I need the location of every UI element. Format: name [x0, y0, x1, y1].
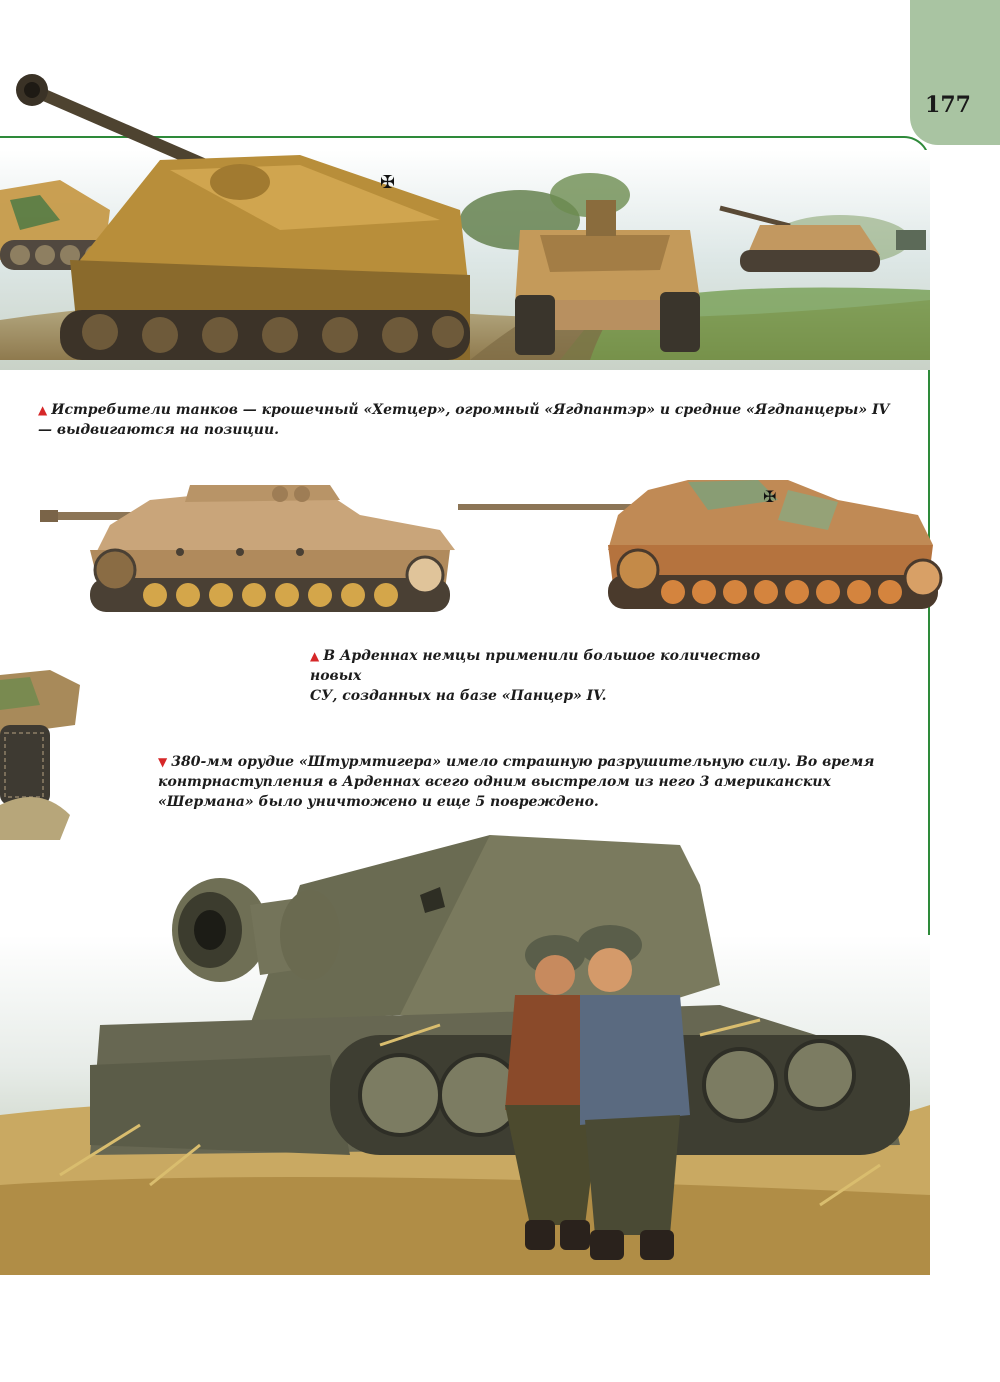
page-number: 177: [925, 92, 971, 118]
svg-text:✠: ✠: [763, 487, 777, 506]
partial-tank-left-illustration: [0, 665, 90, 840]
caption-sturmtiger: [158, 752, 906, 812]
caption-tank-destroyers: [38, 400, 900, 440]
distant-truck: [896, 230, 926, 250]
down-arrow-icon: ▼: [158, 755, 168, 769]
sturmtiger-illustration: [0, 825, 930, 1275]
caption-panzer-iv-line2: СУ, созданных на базе «Панцер» IV.: [310, 688, 607, 704]
caption-panzer-iv-variants: [310, 646, 790, 706]
jagdpanzer-iv-profile-illustration: [458, 470, 958, 615]
caption-tank-destroyers-text: Истребители танков — крошечный «Хетцер», огромный «Ягдпантэр» и средние «Ягдпанцеры» IV — выдвигаются на позиции.: [38, 402, 890, 438]
caption-panzer-iv-line1: В Арденнах немцы применили большое количество новых: [310, 648, 761, 684]
tank-destroyers-illustration: [0, 60, 930, 370]
svg-text:✠: ✠: [380, 172, 396, 193]
up-arrow-icon: ▲: [310, 649, 320, 663]
up-arrow-icon: ▲: [38, 403, 48, 417]
caption-sturmtiger-text: 380-мм орудие «Штурмтигера» имело страшную разрушительную силу. Во время контрнаступления в Арденнах всего одним выстрелом из него 3 американских «Шермана» было уничтожено и еще 5 повреждено.: [158, 754, 875, 810]
stug-iv-profile-illustration: [40, 470, 460, 615]
